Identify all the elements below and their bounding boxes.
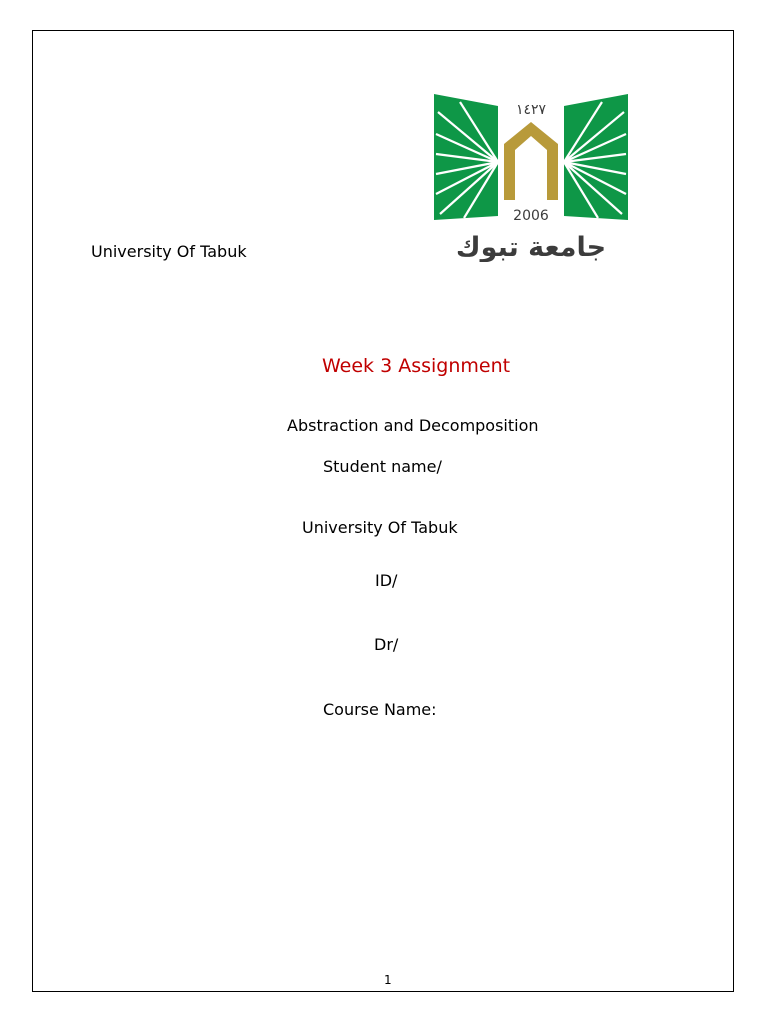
student-name-label: Student name/	[323, 457, 442, 476]
university-logo	[432, 92, 632, 262]
logo-year: 2006	[513, 208, 549, 224]
assignment-title: Week 3 Assignment	[322, 355, 511, 377]
university-name: University Of Tabuk	[302, 518, 458, 537]
logo-gold-arch	[504, 122, 558, 200]
assignment-subtitle: Abstraction and Decomposition	[287, 416, 539, 435]
id-label: ID/	[375, 571, 398, 590]
page-number: 1	[384, 973, 392, 987]
logo-arabic-name: جامعة تبوك	[455, 232, 607, 262]
header-university-name: University Of Tabuk	[91, 242, 247, 261]
doctor-label: Dr/	[374, 635, 399, 654]
course-name-label: Course Name:	[323, 700, 437, 719]
logo-hijri-year: ١٤٢٧	[515, 102, 547, 118]
